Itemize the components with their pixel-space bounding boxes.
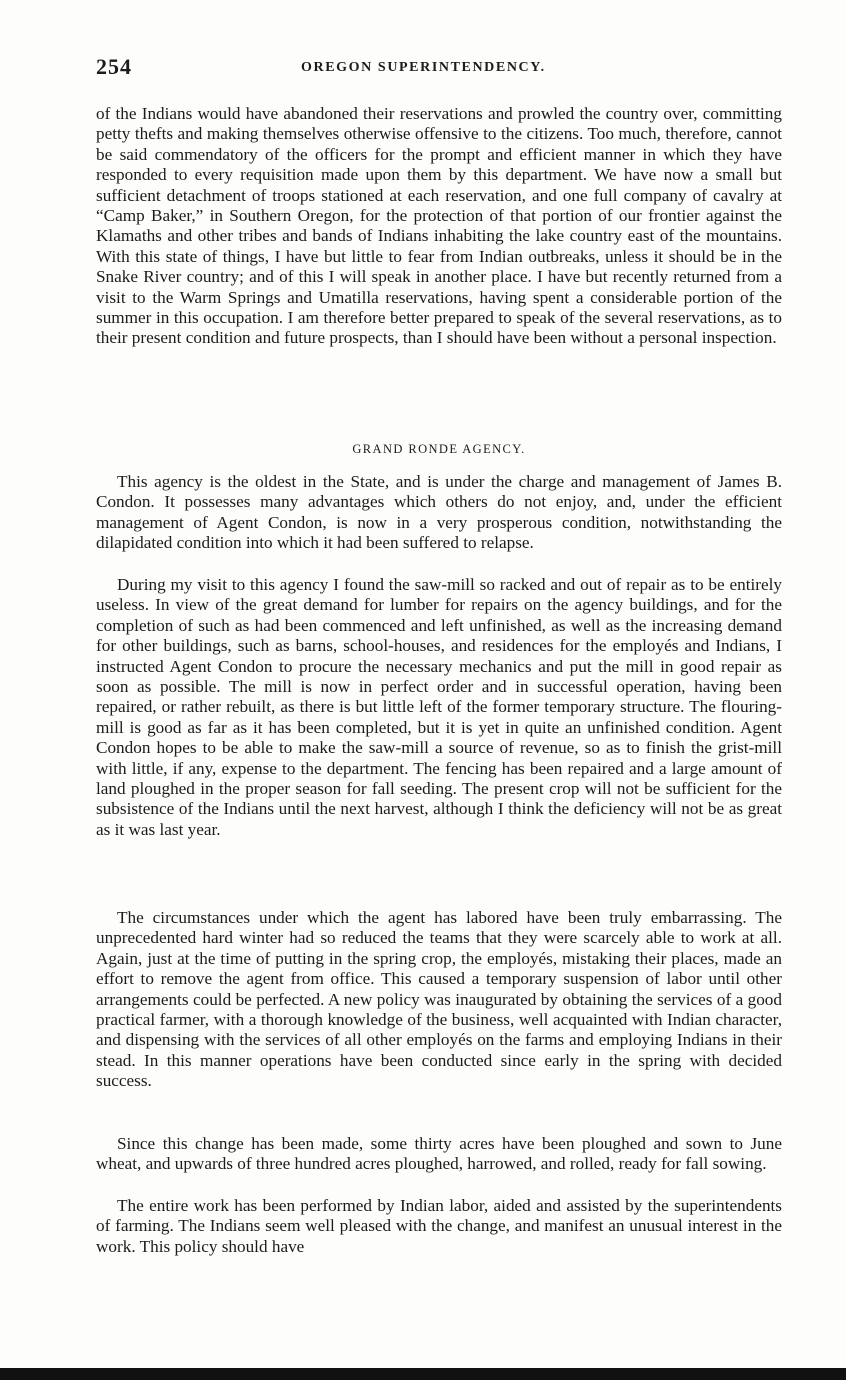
paragraph-saw-mill: During my visit to this agency I found the saw-mill so racked and out of repair as to be entirely useless. In view of the great demand for lumber for repairs on the agency buildings, and for the completion of such as had been commenced and left unfinished, as well as the increasing demand for other buildings, such as barns, school-houses, and residences for the employés and Indians, I instructed Agent Condon to procure the necessary mechanics and put the mill in good repair as soon as possible. The mill is now in perfect order and in successful operation, having been repaired, or rather rebuilt, as there is but little left of the former temporary structure. The flouring-mill is good as far as it has been completed, but it is yet in quite an unfinished condition. Agent Condon hopes to be able to make the saw-mill a source of revenue, so as to finish the grist-mill with little, if any, expense to the department. The fencing has been repaired and a large amount of land ploughed in the proper season for fall seeding. The present crop will not be sufficient for the subsistence of the Indians until the next harvest, although I think the deficiency will not be as great as it was last year. bbox=[96, 575, 782, 839]
paragraph-indian-labor: The entire work has been performed by Indian labor, aided and assisted by the superintendents of farming. The Indians seem well pleased with the change, and manifest an unusual interest in the work. This policy should have bbox=[96, 1196, 782, 1256]
paragraph-agency-overview: This agency is the oldest in the State, and is under the charge and management of James B. Condon. It possesses many advantages which others do not enjoy, and, under the efficient management of Agent Condon, is now in a very prosperous condition, notwithstanding the dilapidated condition into which it had been suffered to relapse. bbox=[96, 472, 782, 553]
running-head: OREGON SUPERINTENDENCY. bbox=[301, 60, 546, 75]
page-header bbox=[96, 54, 782, 84]
page-number: 254 bbox=[96, 54, 132, 79]
paragraph-ploughing: Since this change has been made, some thirty acres have been ploughed and sown to June wheat, and upwards of three hundred acres ploughed, harrowed, and rolled, ready for fall sowing. bbox=[96, 1134, 782, 1174]
scan-bottom-edge bbox=[0, 1368, 846, 1380]
paragraph-continued: of the Indians would have abandoned their reservations and prowled the country over, committing petty thefts and making themselves otherwise offensive to the citizens. Too much, therefore, cannot be said commendatory of the officers for the prompt and efficient manner in which they have responded to every requisition made upon them by this department. We have now a small but sufficient detachment of troops stationed at each reservation, and one full company of cavalry at “Camp Baker,” in Southern Oregon, for the protection of that portion of our frontier against the Klamaths and other tribes and bands of Indians inhabiting the lake country east of the mountains. With this state of things, I have but little to fear from Indian outbreaks, unless it should be in the Snake River country; and of this I will speak in another place. I have but recently returned from a visit to the Warm Springs and Umatilla reservations, having spent a considerable portion of the summer in this occupation. I am therefore better prepared to speak of the several reservations, as to their present condition and future prospects, than I should have been without a personal inspection. bbox=[96, 104, 782, 348]
section-heading: GRAND RONDE AGENCY. bbox=[352, 442, 526, 456]
paragraph-circumstances: The circumstances under which the agent has labored have been truly embarrassing. The unprecedented hard winter had so reduced the teams that they were scarcely able to work at all. Again, just at the time of putting in the spring crop, the employés, mistaking their places, made an effort to remove the agent from office. This caused a temporary suspension of labor until other arrangements could be perfected. A new policy was inaugurated by obtaining the services of a good practical farmer, with a thorough knowledge of the business, well acquainted with Indian character, and dispensing with the services of all other employés on the farms and employing Indians in their stead. In this manner operations have been conducted since early in the spring with decided success. bbox=[96, 908, 782, 1091]
